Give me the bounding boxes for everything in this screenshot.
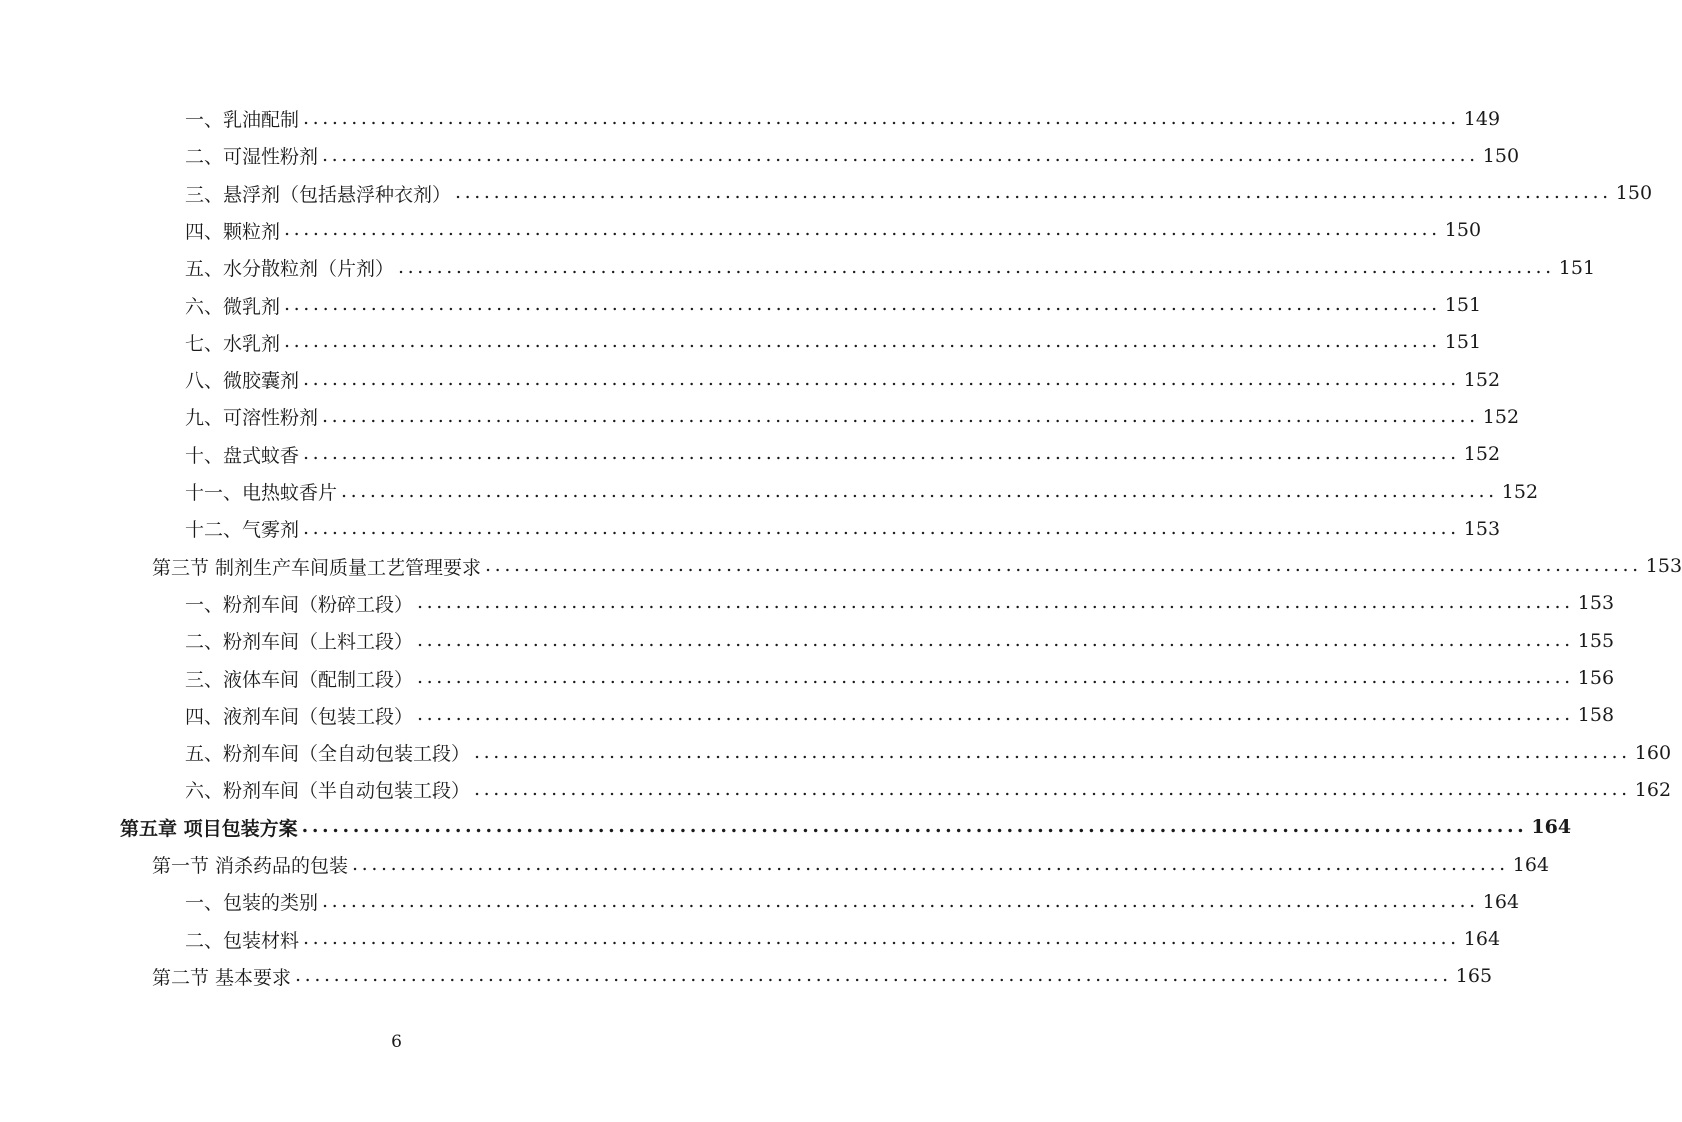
toc-entry-page: 153 — [1577, 592, 1615, 615]
toc-entry[interactable] — [185, 398, 1520, 435]
toc-dot-leader: ........................................................................................................................ — [417, 628, 1574, 651]
toc-entry[interactable] — [185, 324, 1482, 361]
toc-entry-title: 第三节 制剂生产车间质量工艺管理要求 — [152, 556, 482, 579]
toc-entry-page: 153 — [1463, 517, 1501, 540]
toc-entry-title: 六、粉剂车间（半自动包装工段） — [185, 780, 471, 803]
toc-entry[interactable] — [185, 510, 1501, 547]
toc-entry-title: 二、可湿性粉剂 — [185, 146, 319, 169]
toc-entry[interactable] — [185, 697, 1615, 734]
toc-entry-title: 六、微乳剂 — [185, 295, 281, 318]
toc-entry-title: 十二、气雾剂 — [185, 519, 300, 542]
toc-entry-page: 150 — [1444, 219, 1482, 242]
toc-entry-title: 三、悬浮剂（包括悬浮种衣剂） — [185, 183, 452, 206]
toc-dot-leader: ........................................................................................................................ — [303, 927, 1460, 950]
toc-entry[interactable] — [185, 361, 1501, 398]
toc-entry-title: 八、微胶囊剂 — [185, 370, 300, 393]
toc-dot-leader: ........................................................................................................................ — [284, 293, 1441, 315]
toc-entry-page: 150 — [1615, 182, 1653, 205]
toc-entry-page: 165 — [1455, 965, 1493, 988]
toc-entry-title: 四、液剂车间（包装工段） — [185, 705, 414, 728]
toc-entry[interactable] — [185, 771, 1672, 808]
toc-entry-title: 第五章 项目包装方案 — [120, 817, 298, 840]
toc-dot-leader: ........................................................................................................................ — [417, 703, 1574, 726]
toc-entry-page: 149 — [1463, 107, 1501, 130]
toc-dot-leader: ........................................................................................................................ — [474, 777, 1631, 800]
toc-entry[interactable] — [152, 846, 1550, 883]
toc-entry[interactable] — [185, 660, 1615, 697]
toc-entry-page: 162 — [1634, 778, 1672, 801]
toc-entry-page: 151 — [1444, 331, 1482, 354]
toc-entry-title: 十一、电热蚊香片 — [185, 482, 338, 504]
toc-entry-title: 二、粉剂车间（上料工段） — [185, 631, 414, 654]
toc-dot-leader: ........................................................................................................................ — [284, 218, 1441, 241]
toc-entry[interactable] — [185, 473, 1539, 510]
toc-entry-title: 一、乳油配制 — [185, 109, 300, 131]
toc-entry[interactable] — [185, 249, 1596, 286]
toc-entry-page: 150 — [1482, 144, 1520, 167]
toc-dot-leader: ........................................................................................................................ — [417, 666, 1574, 688]
toc-entry-page: 156 — [1577, 667, 1615, 689]
toc-dot-leader: ........................................................................................................................ — [455, 181, 1612, 204]
toc-entry-page: 152 — [1463, 443, 1501, 466]
toc-entry[interactable] — [152, 548, 1682, 585]
toc-entry-page: 152 — [1482, 405, 1520, 428]
toc-entry-page: 152 — [1501, 480, 1539, 503]
toc-entry-page: 160 — [1634, 741, 1672, 764]
toc-dot-leader: ........................................................................................................................ — [485, 554, 1642, 577]
toc-entry-page: 164 — [1463, 928, 1501, 951]
toc-dot-leader: ........................................................................................................................ — [303, 516, 1460, 539]
page-number: 6 — [391, 1032, 402, 1052]
toc-entry-title: 五、粉剂车间（全自动包装工段） — [185, 743, 471, 766]
toc-entry-page: 164 — [1482, 890, 1520, 913]
toc-entry-page: 151 — [1558, 256, 1596, 279]
toc-entry-page: 164 — [1531, 816, 1572, 839]
toc-entry-title: 四、颗粒剂 — [185, 220, 281, 243]
toc-entry-page: 155 — [1577, 629, 1615, 652]
toc-entry[interactable] — [185, 100, 1501, 137]
toc-entry-title: 三、液体车间（配制工段） — [185, 668, 414, 691]
toc-dot-leader: ........................................................................................................................ — [303, 106, 1460, 129]
toc-dot-leader: ........................................................................................................................ — [417, 591, 1574, 614]
toc-entry[interactable] — [185, 137, 1520, 174]
toc-entry[interactable] — [152, 958, 1493, 995]
toc-entry[interactable] — [185, 175, 1653, 212]
toc-dot-leader: ........................................................................................................................ — [303, 367, 1460, 390]
toc-entry[interactable] — [185, 212, 1482, 249]
toc-dot-leader: ........................................................................................................................ — [341, 479, 1498, 502]
toc-dot-leader: ........................................................................................................................ — [322, 404, 1479, 427]
toc-entry-title: 一、包装的类别 — [185, 892, 319, 915]
toc-dot-leader: ........................................................................................................................ — [398, 255, 1555, 278]
toc-entry[interactable] — [185, 921, 1501, 958]
toc-entry-page: 151 — [1444, 294, 1482, 316]
toc-entry-title: 二、包装材料 — [185, 929, 300, 952]
toc-entry[interactable] — [185, 436, 1501, 473]
toc-entry-page: 153 — [1645, 555, 1682, 578]
toc-entry-title: 一、粉剂车间（粉碎工段） — [185, 593, 414, 616]
toc-dot-leader: ........................................................................................................................ — [474, 740, 1631, 763]
toc-entry[interactable] — [185, 622, 1615, 659]
toc-dot-leader: ........................................................................................................................ — [352, 852, 1509, 875]
toc-entry-title: 七、水乳剂 — [185, 332, 281, 355]
toc-entry-page: 158 — [1577, 704, 1615, 727]
toc-entry-title: 第二节 基本要求 — [152, 966, 292, 989]
toc-dot-leader: ........................................................................................................................ — [322, 143, 1479, 166]
toc-entry[interactable] — [120, 809, 1572, 846]
toc-entry-title: 十、盘式蚊香 — [185, 444, 300, 467]
toc-dot-leader: ........................................................................................................................ — [284, 330, 1441, 353]
toc-dot-leader: ........................................................................................................................ — [295, 964, 1452, 987]
toc-dot-leader: ........................................................................................................................ — [301, 815, 1528, 838]
toc-dot-leader: ........................................................................................................................ — [303, 442, 1460, 465]
toc-dot-leader: ........................................................................................................................ — [322, 889, 1479, 912]
toc-entry[interactable] — [185, 734, 1672, 771]
toc-entry[interactable] — [185, 883, 1520, 920]
toc-entry-page: 152 — [1463, 368, 1501, 391]
toc-entry-title: 第一节 消杀药品的包装 — [152, 855, 349, 877]
toc-entry[interactable] — [185, 287, 1482, 324]
toc-entry[interactable] — [185, 585, 1615, 622]
toc-entry-title: 五、水分散粒剂（片剂） — [185, 258, 395, 281]
toc-entry-page: 164 — [1512, 853, 1550, 876]
toc-entry-title: 九、可溶性粉剂 — [185, 407, 319, 430]
